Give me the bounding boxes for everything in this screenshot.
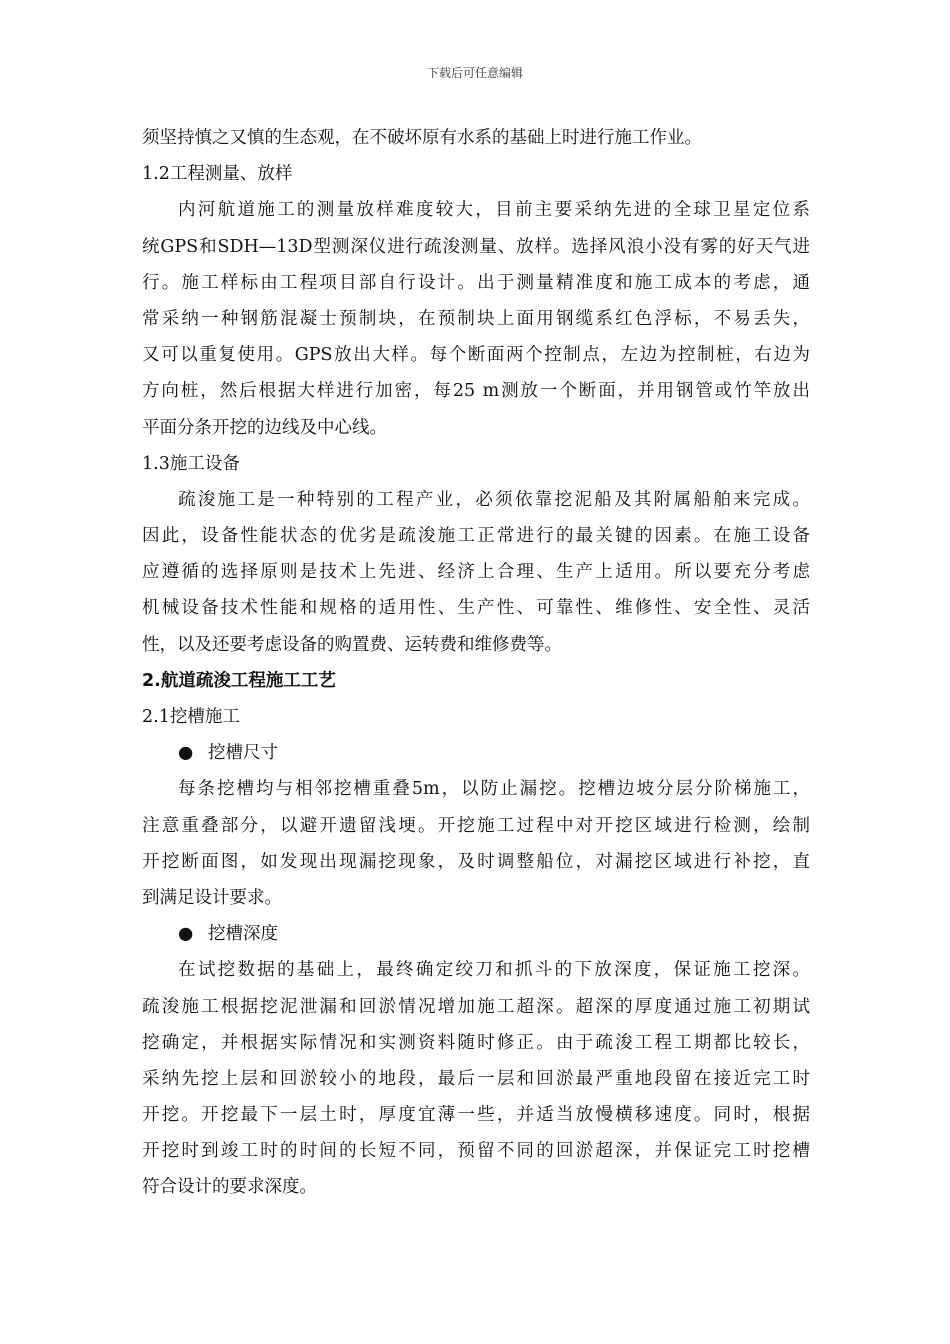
text-line: 须坚持慎之又慎的生态观，在不破坏原有水系的基础上时进行施工作业。	[142, 128, 702, 148]
text-line: 疏浚施工根据挖泥泄漏和回淤情况增加施工超深。超深的厚度通过施工初期试	[142, 996, 810, 1017]
text-line: 符合设计的要求深度。	[142, 1177, 317, 1198]
page-header: 下载后可任意编辑	[426, 66, 523, 80]
text-line: 开挖断面图，如发现出现漏挖现象，及时调整船位，对漏挖区域进行补挖，直	[142, 851, 810, 872]
bullet-text: 挖槽深度	[208, 924, 278, 945]
text-line: 1.3施工设备	[142, 453, 240, 474]
text-line: 注意重叠部分，以避开遗留浅埂。开挖施工过程中对开挖区域进行检测，绘制	[142, 815, 810, 836]
text-line: 平面分条开挖的边线及中心线。	[142, 417, 387, 438]
text-line: 每条挖槽均与相邻挖槽重叠5m，以防止漏挖。挖槽边坡分层分阶梯施工，	[178, 779, 810, 800]
text-line: 在试挖数据的基础上，最终确定绞刀和抓斗的下放深度，保证施工挖深。	[178, 960, 810, 981]
bullet-item	[142, 916, 810, 952]
bullet-item	[142, 735, 810, 771]
bullet-icon: ●	[178, 924, 194, 945]
text-line: 2.1挖槽施工	[142, 707, 240, 727]
text-line: 采纳先挖上层和回淤较小的地段，最后一层和回淤最严重地段留在接近完工时	[142, 1068, 810, 1089]
text-line: 应遵循的选择原则是技术上先进、经济上合理、生产上适用。所以要充分考虑	[142, 562, 810, 583]
text-line: 挖确定，并根据实际情况和实测资料随时修正。由于疏浚工程工期都比较长，	[142, 1032, 810, 1053]
text-line: 机械设备技术性能和规格的适用性、生产性、可靠性、维修性、安全性、灵活	[142, 598, 810, 619]
text-line: 疏浚施工是一种特别的工程产业，必须依靠挖泥船及其附属船舶来完成。	[178, 489, 810, 510]
document-body	[142, 120, 810, 1206]
bullet-icon: ●	[178, 743, 194, 764]
text-line: 常采纳一种钢筋混凝士预制块，在预制块上面用钢缆系红色浮标，不易丢失，	[142, 308, 810, 329]
text-line: 行。施工样标由工程项目部自行设计。出于测量精准度和施工成本的考虑，通	[142, 272, 810, 293]
text-line: 又可以重复使用。GPS放出大样。每个断面两个控制点，左边为控制桩，右边为	[142, 345, 810, 366]
text-line: 内河航道施工的测量放样难度较大，目前主要采纳先进的全球卫星定位系	[178, 200, 810, 221]
text-line: 1.2工程测量、放样	[142, 164, 293, 185]
bullet-text: 挖槽尺寸	[208, 743, 278, 764]
text-line: 方向桩，然后根据大样进行加密，每25 m测放一个断面，并用钢管或竹竿放出	[142, 381, 810, 402]
text-line: 开挖时到竣工时的时间的长短不同，预留不同的回淤超深，并保证完工时挖槽	[142, 1141, 810, 1162]
section-heading: 2.航道疏浚工程施工工艺	[142, 670, 336, 691]
text-line: 统GPS和SDH—13D型测深仪进行疏浚测量、放样。选择风浪小没有雾的好天气进	[142, 236, 810, 257]
text-line: 到满足设计要求。	[142, 887, 282, 908]
text-line: 性，以及还要考虑设备的购置费、运转费和维修费等。	[142, 634, 562, 655]
text-line: 开挖。开挖最下一层土时，厚度宜薄一些，并适当放慢横移速度。同时，根据	[142, 1105, 810, 1126]
text-line: 因此，设备性能状态的优劣是疏浚施工正常进行的最关键的因素。在施工设备	[142, 526, 810, 547]
